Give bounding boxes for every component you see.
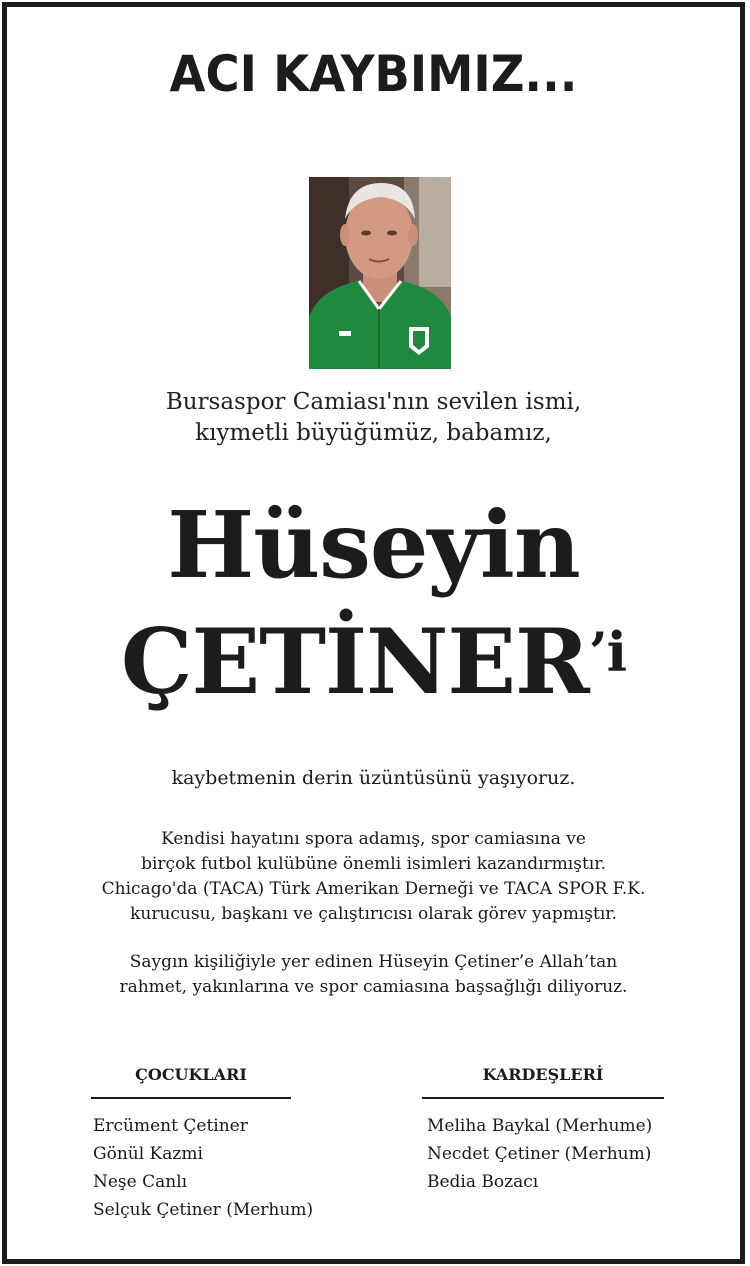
paragraph-line: rahmet, yakınlarına ve spor camiasına başsağlığı diliyoruz.	[119, 977, 628, 997]
list-item: Necdet Çetiner (Merhum)	[427, 1144, 652, 1164]
deceased-last-name-line	[7, 609, 740, 715]
siblings-list	[427, 1112, 652, 1196]
paragraph-line: Kendisi hayatını spora adamış, spor camiasına ve	[161, 829, 586, 849]
deceased-last-name: ÇETİNER	[120, 609, 589, 715]
list-item: Gönül Kazmi	[93, 1144, 203, 1164]
portrait-illustration	[309, 177, 451, 369]
children-heading: ÇOCUKLARI	[135, 1065, 247, 1084]
list-item: Ercüment Çetiner	[93, 1116, 248, 1136]
children-list	[93, 1112, 313, 1224]
list-item: Bedia Bozacı	[427, 1172, 539, 1192]
intro-text	[7, 387, 740, 449]
intro-line-2: kıymetli büyüğümüz, babamız,	[195, 420, 552, 446]
headline: ACI KAYBIMIZ...	[169, 45, 578, 103]
paragraph-line: Chicago'da (TACA) Türk Amerikan Derneği ve TACA SPOR F.K.	[101, 879, 646, 899]
paragraph-line: Saygın kişiliğiyle yer edinen Hüseyin Çetiner’e Allah’tan	[129, 952, 618, 972]
biography-paragraph	[7, 827, 740, 927]
list-item: Neşe Canlı	[93, 1172, 188, 1192]
children-divider	[91, 1097, 291, 1099]
intro-line-1: Bursaspor Camiası'nın sevilen ismi,	[165, 389, 582, 415]
siblings-heading: KARDEŞLERİ	[482, 1065, 604, 1084]
condolence-paragraph	[7, 950, 740, 1000]
deceased-first-name: Hüseyin	[167, 491, 580, 599]
list-item: Meliha Baykal (Merhume)	[427, 1116, 653, 1136]
obituary-frame	[2, 2, 745, 1264]
list-item: Selçuk Çetiner (Merhum)	[93, 1200, 314, 1220]
lead-sentence: kaybetmenin derin üzüntüsünü yaşıyoruz.	[171, 767, 576, 789]
paragraph-line: birçok futbol kulübüne önemli isimleri kazandırmıştır.	[141, 854, 606, 874]
name-suffix: ’i	[588, 620, 627, 684]
portrait-photo	[309, 177, 451, 369]
paragraph-line: kurucusu, başkanı ve çalıştırıcısı olarak görev yapmıştır.	[130, 904, 617, 924]
siblings-divider	[422, 1097, 664, 1099]
